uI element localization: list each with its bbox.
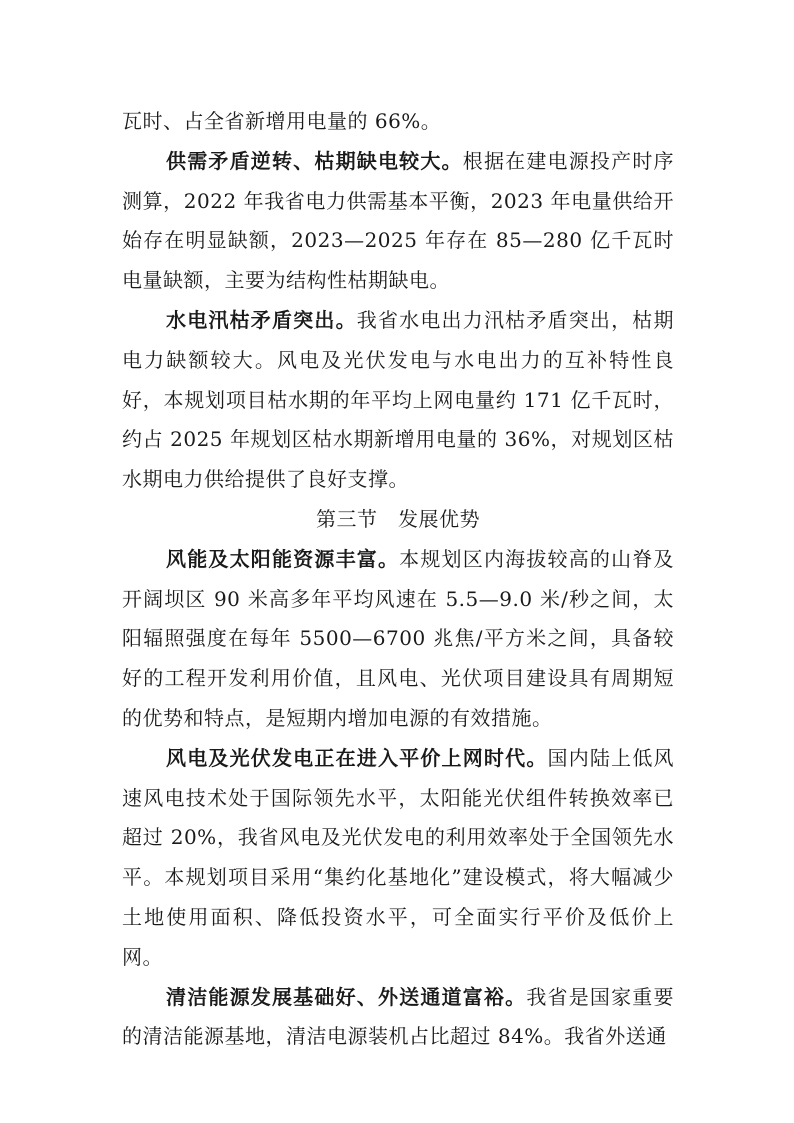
paragraph-lead: 风能及太阳能资源丰富。 bbox=[166, 546, 400, 571]
paragraph-body: 瓦时、占全省新增用电量的 66%。 bbox=[122, 109, 442, 133]
document-body bbox=[122, 102, 674, 1057]
paragraph-resources bbox=[122, 540, 674, 739]
paragraph-clean-energy bbox=[122, 978, 674, 1058]
paragraph-grid-parity bbox=[122, 739, 674, 978]
paragraph-lead: 清洁能源发展基础好、外送通道富裕。 bbox=[166, 984, 527, 1009]
paragraph-body: 我省水电出力汛枯矛盾突出，枯期电力缺额较大。风电及光伏发电与水电出力的互补特性良好，本规划项目枯水期的年平均上网电量约 171 亿千瓦时，约占 2025 年规划区枯水期新增用电量的 36%，对规划区枯水期电力供给提供了良好支撑。 bbox=[122, 307, 675, 492]
paragraph-supply-demand bbox=[122, 142, 674, 301]
paragraph-body: 我省是国家重要的清洁能源基地，清洁电源装机占比超过 84%。我省外送通 bbox=[122, 984, 675, 1049]
paragraph-lead: 水电汛枯矛盾突出。 bbox=[166, 307, 357, 332]
section-heading: 第三节 发展优势 bbox=[316, 506, 480, 531]
paragraph-body: 国内陆上低风速风电技术处于国际领先水平，太阳能光伏组件转换效率已超过 20%，我省风电及光伏发电的利用效率处于全国领先水平。本规划项目采用“集约化基地化”建设模式，将大幅减少土地使用面积、降低投资水平，可全面实行平价及低价上网。 bbox=[122, 745, 675, 969]
paragraph-body: 本规划区内海拔较高的山脊及开阔坝区 90 米高多年平均风速在 5.5—9.0 米/秒之间，太阳辐照强度在每年 5500—6700 兆焦/平方米之间，具备较好的工程开发利用价值，且风电、光伏项目建设具有周期短的优势和特点，是短期内增加电源的有效措施。 bbox=[122, 546, 675, 730]
paragraph-lead: 风电及光伏发电正在进入平价上网时代。 bbox=[166, 745, 548, 770]
paragraph-lead: 供需矛盾逆转、枯期缺电较大。 bbox=[166, 148, 463, 173]
paragraph-continuation bbox=[122, 102, 674, 142]
paragraph-hydropower bbox=[122, 301, 674, 500]
paragraph-body: 根据在建电源投产时序测算，2022 年我省电力供需基本平衡，2023 年电量供给开始存在明显缺额，2023—2025 年存在 85—280 亿千瓦时电量缺额，主要为结构性枯期缺电。 bbox=[122, 148, 675, 293]
